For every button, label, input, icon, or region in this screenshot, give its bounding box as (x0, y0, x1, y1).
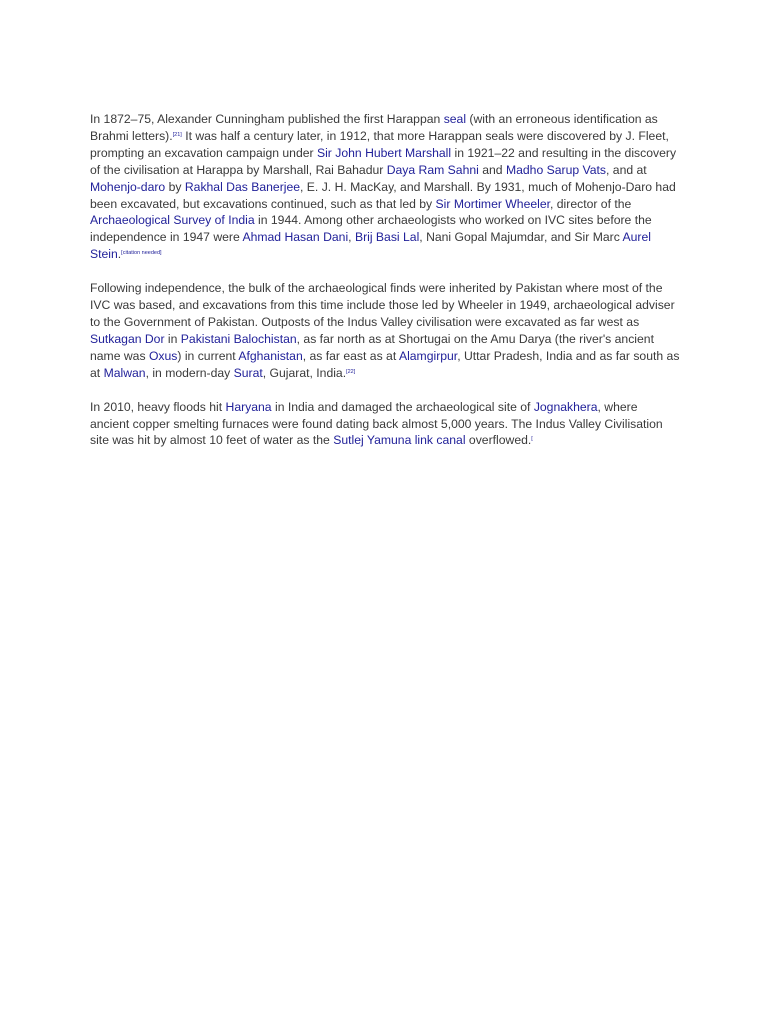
citation-needed[interactable]: [citation needed] (121, 250, 162, 257)
paragraph-text: (with an erroneous identification as Brahmi letters). (90, 112, 658, 143)
paragraph-text: , Gujarat, India. (262, 365, 347, 380)
paragraph-text: Following independence, the bulk of the archaeological finds were inherited by Pakistan where most of the IVC was based, and excavations from this time include those led by Wheeler in 1949, archaeological adviser to the Government of Pakistan. Outposts of the Indus Valley civilisation were excavated as far west as (90, 281, 675, 329)
link-brij-basi-lal[interactable]: Brij Basi Lal (354, 230, 420, 245)
citation-truncated[interactable]: [ (531, 436, 533, 443)
paragraph-text: . (117, 247, 122, 262)
paragraph-text: in 1921–22 and resulting in the discovery of the civilisation at Harappa by Marshall, Rai Bahadur (90, 145, 677, 177)
paragraph-text: , Nani Gopal Majumdar, and Sir Marc (419, 230, 623, 245)
link-rakhal-das-banerjee[interactable]: Rakhal Das Banerjee (184, 179, 301, 194)
link-afghanistan[interactable]: Afghanistan (238, 348, 303, 363)
paragraph-text: It was half a century later, in 1912, that more Harappan seals were discovered by J. Fleet, prompting an excavation campaign under (90, 128, 669, 160)
paragraph-text: In 1872–75, Alexander Cunningham published the first Harappan (90, 112, 444, 126)
article-body (90, 111, 680, 466)
link-ahmad-hasan-dani[interactable]: Ahmad Hasan Dani (242, 230, 349, 245)
paragraph-text: In 2010, heavy floods hit (90, 399, 226, 414)
paragraph-text: , E. J. H. MacKay, and Marshall. By 1931, much of Mohenjo-Daro had been excavated, but excavations continued, such as that led by (90, 179, 676, 211)
paragraph-text: , where ancient copper smelting furnaces were found dating back almost 5,000 years. The Indus Valley Civilisation site was hit by almost 10 feet of water as the (90, 399, 663, 448)
citation-22[interactable]: [22] (346, 368, 356, 375)
paragraph-text: , in modern-day (145, 365, 234, 380)
link-mohenjo-daro[interactable]: Mohenjo-daro (90, 179, 166, 194)
paragraph-text: , Uttar Pradesh, India and as far south as at (90, 348, 680, 380)
link-john-hubert-marshall[interactable]: Sir John Hubert Marshall (316, 145, 452, 160)
paragraph-text: ) in current (177, 348, 239, 363)
link-sutkagan-dor[interactable]: Sutkagan Dor (90, 331, 165, 346)
link-haryana[interactable]: Haryana (225, 399, 272, 414)
link-oxus[interactable]: Oxus (148, 348, 178, 363)
paragraph-text: , as far north as at Shortugai on the Amu Darya (the river's ancient name was (90, 331, 654, 363)
paragraph-text: overflowed. (465, 433, 532, 448)
paragraph-text: , and at (606, 162, 647, 177)
paragraph-history-1872 (90, 111, 680, 263)
link-sutlej-yamuna-link-canal[interactable]: Sutlej Yamuna link canal (333, 433, 466, 448)
link-pakistani-balochistan[interactable]: Pakistani Balochistan (180, 331, 297, 346)
link-archaeological-survey-of-india[interactable]: Archaeological Survey of India (90, 213, 255, 228)
link-surat[interactable]: Surat (233, 365, 263, 380)
paragraph-text: , (348, 230, 355, 245)
paragraph-text: and (478, 162, 506, 177)
link-jognakhera[interactable]: Jognakhera (533, 399, 598, 414)
paragraph-after-independence (90, 280, 680, 381)
link-mortimer-wheeler[interactable]: Sir Mortimer Wheeler (435, 196, 550, 211)
paragraph-text: in 1944. Among other archaeologists who worked on IVC sites before the independence in 1947 were (90, 213, 652, 245)
paragraph-text: by (165, 179, 185, 194)
paragraph-text: , director of the (550, 196, 632, 211)
link-alamgirpur[interactable]: Alamgirpur (398, 348, 458, 363)
paragraph-floods-2010 (90, 399, 680, 450)
paragraph-text: in (164, 331, 181, 346)
link-madho-sarup-vats[interactable]: Madho Sarup Vats (505, 162, 607, 177)
link-seal[interactable]: seal (443, 112, 467, 126)
paragraph-text: in India and damaged the archaeological site of (271, 399, 534, 414)
link-aurel-stein[interactable]: Aurel Stein (90, 230, 651, 262)
citation-21[interactable]: [21] (172, 131, 182, 138)
link-malwan[interactable]: Malwan (103, 365, 146, 380)
paragraph-text: , as far east as at (302, 348, 399, 363)
link-daya-ram-sahni[interactable]: Daya Ram Sahni (386, 162, 479, 177)
